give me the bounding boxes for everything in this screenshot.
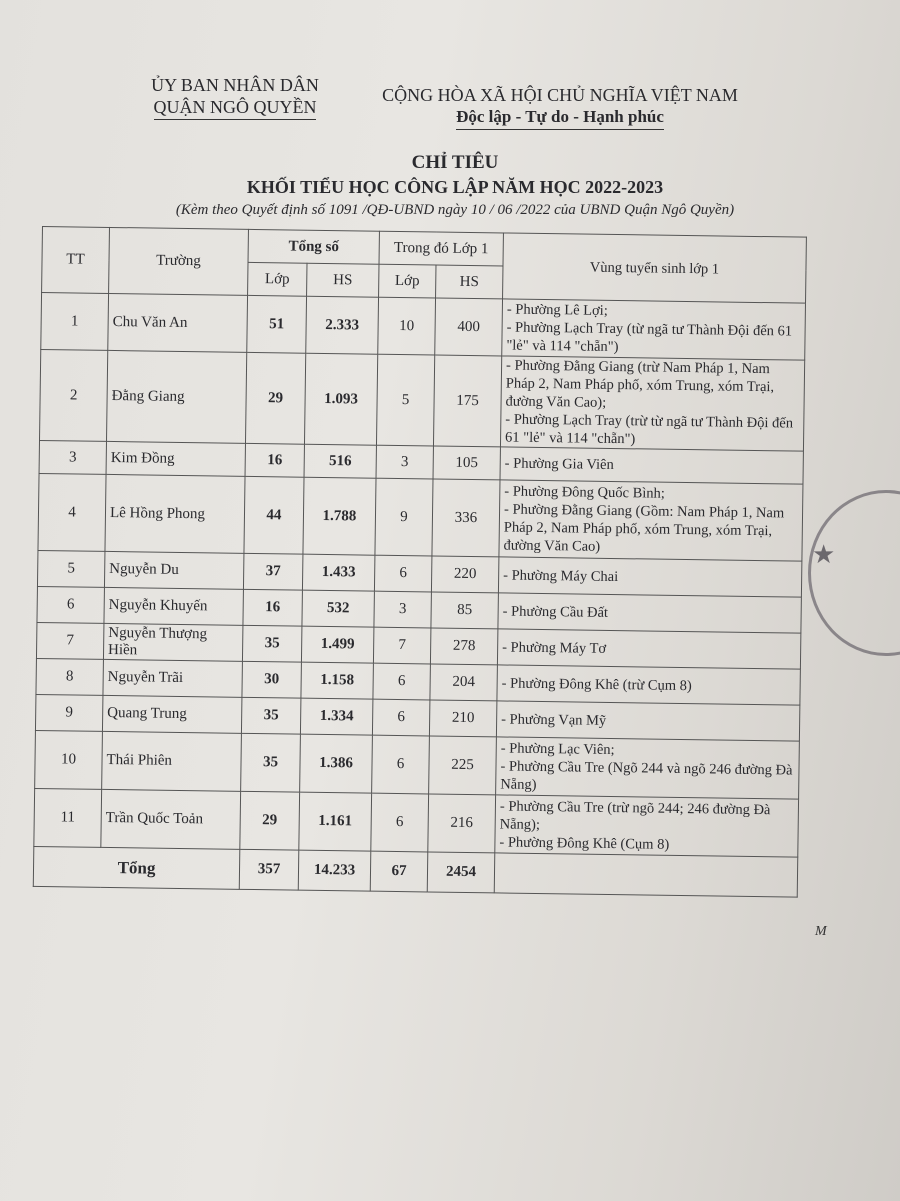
cell-truong: Đằng Giang bbox=[106, 350, 246, 443]
cell-tt: 7 bbox=[36, 622, 103, 659]
cell-hs: 1.788 bbox=[303, 477, 376, 555]
total-hs1: 2454 bbox=[427, 852, 495, 893]
cell-lop1: 5 bbox=[376, 354, 434, 446]
cell-hs1: 204 bbox=[430, 664, 497, 701]
vung-line: - Phường Cầu Đất bbox=[502, 602, 609, 621]
cell-lop1: 6 bbox=[372, 699, 429, 736]
cell-tt: 9 bbox=[35, 694, 102, 731]
cell-truong: Thái Phiên bbox=[102, 731, 242, 791]
total-lop1: 67 bbox=[370, 851, 428, 892]
vung-line: - Phường Lạch Tray (từ ngã tư Thành Đội đến 61 "lẻ" và 114 "chẵn") bbox=[506, 319, 793, 356]
cell-lop: 29 bbox=[245, 352, 305, 444]
cell-vung bbox=[502, 299, 806, 360]
vung-line: - Phường Cầu Tre (Ngõ 244 và ngõ 246 đường Đà Nẵng) bbox=[500, 757, 793, 793]
cell-vung bbox=[497, 665, 800, 705]
cell-tt: 1 bbox=[41, 293, 109, 351]
cell-lop: 51 bbox=[247, 295, 307, 353]
cell-vung bbox=[498, 593, 801, 633]
total-label: Tổng bbox=[33, 846, 240, 889]
vung-line: - Phường Đông Khê (Cụm 8) bbox=[499, 833, 670, 853]
header-lop: Lớp bbox=[248, 262, 307, 296]
cell-lop: 35 bbox=[241, 733, 301, 792]
vung-line: - Phường Vạn Mỹ bbox=[501, 710, 607, 729]
vung-line: - Phường Cầu Tre (trừ ngõ 244; 246 đường Đà Nẵng); bbox=[499, 797, 771, 833]
cell-lop: 16 bbox=[245, 443, 304, 477]
cell-truong: Nguyễn Trãi bbox=[103, 659, 242, 697]
cell-hs1: 278 bbox=[430, 628, 497, 665]
cell-truong: Chu Văn An bbox=[108, 293, 248, 352]
official-seal bbox=[808, 490, 900, 656]
cell-hs1: 400 bbox=[435, 298, 503, 356]
cell-vung bbox=[500, 447, 803, 484]
cell-lop: 37 bbox=[243, 553, 302, 590]
cell-hs: 516 bbox=[304, 444, 376, 478]
vung-line: - Phường Lê Lợi; bbox=[506, 301, 608, 319]
cell-vung bbox=[500, 356, 804, 451]
vung-line: - Phường Lạch Tray (trừ từ ngã tư Thành Đội đến 61 "lẻ" và 114 "chẵn") bbox=[504, 411, 794, 448]
cell-lop1: 3 bbox=[374, 591, 431, 628]
cell-hs1: 175 bbox=[433, 355, 501, 447]
vung-line: - Phường Máy Chai bbox=[503, 566, 619, 585]
total-vung-empty bbox=[494, 853, 798, 897]
cell-tt: 5 bbox=[37, 550, 104, 587]
table-body bbox=[33, 293, 805, 898]
vung-line: - Phường Đằng Giang (trừ Nam Pháp 1, Nam Pháp 2, Nam Pháp phố, xóm Trung, xóm Trại, đường Văn Cao); bbox=[505, 357, 775, 411]
header-tong-so: Tổng số bbox=[248, 229, 379, 264]
national-motto: Độc lập - Tự do - Hạnh phúc bbox=[456, 106, 664, 130]
table-row bbox=[38, 473, 803, 561]
issuer-line-2: QUẬN NGÔ QUYỀN bbox=[154, 96, 317, 120]
cell-hs: 532 bbox=[302, 590, 374, 627]
cell-hs1: 105 bbox=[433, 446, 500, 480]
cell-lop1: 7 bbox=[373, 627, 430, 664]
cell-lop: 16 bbox=[243, 589, 302, 626]
cell-hs: 1.161 bbox=[299, 792, 372, 851]
vung-line: - Phường Đằng Giang (Gồm: Nam Pháp 1, Nam Pháp 2, Nam Pháp phố, xóm Trung, xóm Trại, đường Văn Cao) bbox=[503, 501, 785, 555]
header-tt: TT bbox=[42, 227, 110, 294]
cell-lop1: 6 bbox=[371, 793, 429, 852]
doc-subtitle: KHỐI TIỂU HỌC CÔNG LẬP NĂM HỌC 2022-2023 bbox=[246, 177, 664, 197]
seal-star-icon: ★ bbox=[812, 540, 836, 569]
national-title: CỘNG HÒA XÃ HỘI CHỦ NGHĨA VIỆT NAM bbox=[382, 85, 738, 105]
vung-line: - Phường Đông Quốc Bình; bbox=[504, 483, 665, 502]
issuer-line-1: ỦY BAN NHÂN DÂN bbox=[151, 75, 319, 95]
cell-lop1: 3 bbox=[376, 445, 433, 479]
cell-tt: 2 bbox=[40, 349, 108, 441]
cell-hs: 1.093 bbox=[304, 353, 377, 445]
header-truong: Trường bbox=[109, 227, 249, 295]
cell-tt: 6 bbox=[37, 586, 104, 623]
cell-lop1: 6 bbox=[372, 735, 430, 794]
vung-line: - Phường Đông Khê (trừ Cụm 8) bbox=[501, 674, 692, 694]
cell-lop1: 9 bbox=[375, 478, 433, 556]
cell-vung bbox=[497, 629, 800, 669]
cell-vung bbox=[498, 557, 801, 597]
cell-tt: 4 bbox=[38, 473, 106, 551]
table-row bbox=[35, 730, 800, 799]
cell-lop: 29 bbox=[240, 791, 300, 850]
cell-vung bbox=[496, 701, 799, 741]
total-lop: 357 bbox=[239, 849, 299, 890]
table-row bbox=[34, 788, 799, 857]
doc-title: CHỈ TIÊU bbox=[411, 152, 499, 173]
cell-hs1: 216 bbox=[428, 794, 496, 853]
cell-truong: Trần Quốc Toản bbox=[101, 789, 241, 849]
cell-hs: 1.334 bbox=[300, 698, 372, 735]
table-row bbox=[40, 349, 805, 451]
cell-hs: 2.333 bbox=[306, 296, 379, 354]
doc-reference: (Kèm theo Quyết định số 1091 /QĐ-UBND ngày 10 / 06 /2022 của UBND Quận Ngô Quyền) bbox=[175, 202, 735, 218]
cell-lop1: 6 bbox=[374, 555, 431, 592]
cell-tt: 11 bbox=[34, 788, 102, 847]
header-trong-do: Trong đó Lớp 1 bbox=[379, 231, 503, 266]
cell-lop: 35 bbox=[241, 697, 300, 734]
cell-hs: 1.158 bbox=[301, 662, 373, 699]
cell-hs: 1.386 bbox=[300, 734, 373, 793]
cell-hs1: 336 bbox=[432, 479, 500, 557]
cell-hs: 1.433 bbox=[302, 554, 374, 591]
header-hs1: HS bbox=[436, 265, 503, 299]
quota-table-wrapper bbox=[33, 226, 807, 898]
cell-hs1: 225 bbox=[429, 736, 497, 795]
cell-tt: 3 bbox=[39, 440, 106, 474]
cell-truong: Lê Hồng Phong bbox=[105, 474, 245, 553]
cell-lop: 35 bbox=[242, 625, 301, 662]
total-hs: 14.233 bbox=[298, 850, 371, 891]
cell-lop: 30 bbox=[242, 661, 301, 698]
header-lop1: Lớp bbox=[379, 264, 436, 298]
cell-lop: 44 bbox=[244, 476, 304, 554]
cell-vung bbox=[496, 737, 800, 799]
cell-vung bbox=[499, 480, 803, 561]
issuer-header bbox=[115, 74, 355, 120]
cell-hs1: 210 bbox=[429, 700, 496, 737]
vung-line: - Phường Máy Tơ bbox=[502, 638, 607, 657]
cell-truong: Nguyễn Du bbox=[104, 551, 243, 589]
table-row bbox=[41, 293, 806, 361]
cell-tt: 10 bbox=[35, 730, 103, 789]
vung-line: - Phường Lạc Viên; bbox=[500, 739, 615, 758]
national-header bbox=[360, 84, 760, 130]
cell-truong: Quang Trung bbox=[102, 695, 241, 733]
cell-tt: 8 bbox=[36, 658, 103, 695]
cell-lop1: 6 bbox=[373, 663, 430, 700]
quota-table bbox=[33, 226, 807, 898]
cell-hs: 1.499 bbox=[301, 626, 373, 663]
signature-mark: M bbox=[815, 924, 827, 939]
header-hs: HS bbox=[307, 263, 379, 297]
header-vung: Vùng tuyển sinh lớp 1 bbox=[503, 233, 807, 303]
cell-truong: Nguyễn Thượng Hiền bbox=[103, 623, 242, 661]
cell-hs1: 220 bbox=[431, 556, 498, 593]
cell-truong: Nguyễn Khuyến bbox=[104, 587, 243, 625]
cell-lop1: 10 bbox=[378, 297, 436, 355]
cell-vung bbox=[495, 795, 799, 857]
cell-truong: Kim Đồng bbox=[106, 441, 245, 476]
vung-line: - Phường Gia Viên bbox=[504, 455, 614, 474]
cell-hs1: 85 bbox=[431, 592, 498, 629]
